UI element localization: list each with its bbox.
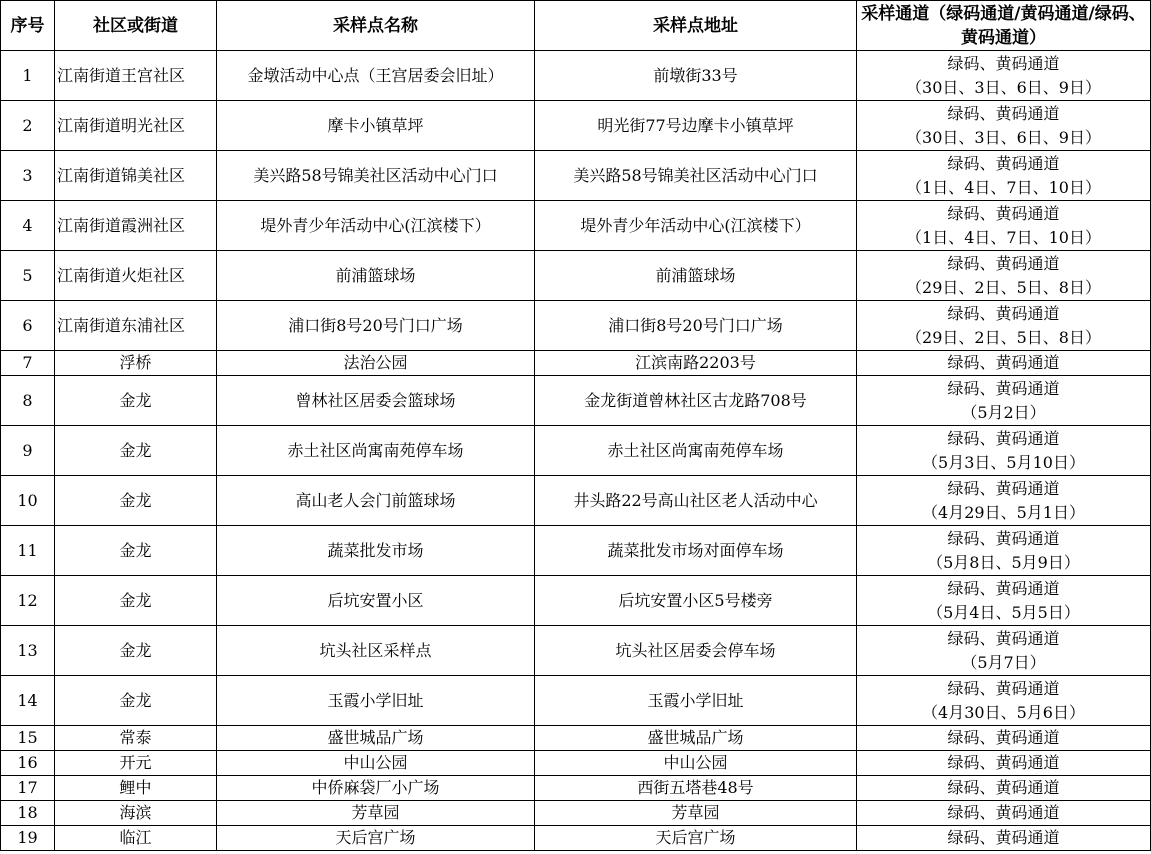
header-index: 序号 xyxy=(1,1,55,51)
cell-site-address: 坑头社区居委会停车场 xyxy=(535,626,857,676)
channel-type: 绿码、黄码通道 xyxy=(947,478,1060,498)
cell-index: 10 xyxy=(1,476,55,526)
cell-channel xyxy=(857,776,1151,801)
cell-site-address: 蔬菜批发市场对面停车场 xyxy=(535,526,857,576)
channel-type: 绿码、黄码通道 xyxy=(947,153,1060,173)
cell-channel xyxy=(857,626,1151,676)
cell-community: 开元 xyxy=(55,751,217,776)
cell-site-address: 金龙街道曾林社区古龙路708号 xyxy=(535,376,857,426)
cell-site-name: 玉霞小学旧址 xyxy=(217,676,535,726)
cell-channel xyxy=(857,726,1151,751)
channel-dates: （30日、3日、6日、9日） xyxy=(906,127,1101,147)
cell-community: 海滨 xyxy=(55,801,217,826)
channel-type: 绿码、黄码通道 xyxy=(947,578,1060,598)
cell-channel xyxy=(857,376,1151,426)
cell-site-address: 前浦篮球场 xyxy=(535,251,857,301)
channel-type: 绿码、黄码通道 xyxy=(947,378,1060,398)
table-row xyxy=(1,526,1151,576)
cell-channel xyxy=(857,251,1151,301)
cell-channel xyxy=(857,526,1151,576)
header-channel: 采样通道（绿码通道/黄码通道/绿码、黄码通道） xyxy=(857,1,1151,51)
channel-dates: （5月3日、5月10日） xyxy=(922,452,1085,472)
table-row xyxy=(1,351,1151,376)
cell-index: 4 xyxy=(1,201,55,251)
table-row xyxy=(1,801,1151,826)
cell-site-name: 盛世城品广场 xyxy=(217,726,535,751)
cell-channel xyxy=(857,751,1151,776)
channel-dates: （5月2日） xyxy=(961,402,1046,422)
cell-site-name: 芳草园 xyxy=(217,801,535,826)
table-row xyxy=(1,426,1151,476)
channel-type: 绿码、黄码通道 xyxy=(947,353,1060,372)
cell-site-name: 天后宫广场 xyxy=(217,826,535,851)
cell-index: 17 xyxy=(1,776,55,801)
channel-type: 绿码、黄码通道 xyxy=(947,303,1060,323)
cell-index: 1 xyxy=(1,51,55,101)
cell-site-address: 天后宫广场 xyxy=(535,826,857,851)
cell-channel xyxy=(857,201,1151,251)
table-row xyxy=(1,751,1151,776)
table-row xyxy=(1,51,1151,101)
table-row xyxy=(1,151,1151,201)
channel-dates: （29日、2日、5日、8日） xyxy=(906,327,1101,347)
cell-channel xyxy=(857,151,1151,201)
header-site-name: 采样点名称 xyxy=(217,1,535,51)
table-row xyxy=(1,826,1151,851)
cell-site-address: 盛世城品广场 xyxy=(535,726,857,751)
cell-site-name: 堤外青少年活动中心(江滨楼下） xyxy=(217,201,535,251)
cell-index: 2 xyxy=(1,101,55,151)
table-row xyxy=(1,101,1151,151)
cell-site-name: 前浦篮球场 xyxy=(217,251,535,301)
cell-channel xyxy=(857,826,1151,851)
cell-community: 金龙 xyxy=(55,676,217,726)
cell-site-name: 赤土社区尚寓南苑停车场 xyxy=(217,426,535,476)
cell-site-address: 美兴路58号锦美社区活动中心门口 xyxy=(535,151,857,201)
cell-index: 15 xyxy=(1,726,55,751)
table-row xyxy=(1,201,1151,251)
channel-type: 绿码、黄码通道 xyxy=(947,253,1060,273)
cell-site-name: 坑头社区采样点 xyxy=(217,626,535,676)
cell-community: 江南街道明光社区 xyxy=(55,101,217,151)
cell-community: 浮桥 xyxy=(55,351,217,376)
cell-community: 金龙 xyxy=(55,576,217,626)
cell-index: 14 xyxy=(1,676,55,726)
header-community: 社区或街道 xyxy=(55,1,217,51)
cell-site-address: 玉霞小学旧址 xyxy=(535,676,857,726)
table-row xyxy=(1,476,1151,526)
cell-index: 3 xyxy=(1,151,55,201)
cell-index: 7 xyxy=(1,351,55,376)
cell-channel xyxy=(857,476,1151,526)
cell-site-name: 美兴路58号锦美社区活动中心门口 xyxy=(217,151,535,201)
table-row xyxy=(1,576,1151,626)
channel-dates: （4月30日、5月6日） xyxy=(922,702,1085,722)
channel-type: 绿码、黄码通道 xyxy=(947,628,1060,648)
cell-community: 金龙 xyxy=(55,426,217,476)
cell-index: 13 xyxy=(1,626,55,676)
cell-channel xyxy=(857,426,1151,476)
cell-site-address: 西街五塔巷48号 xyxy=(535,776,857,801)
channel-type: 绿码、黄码通道 xyxy=(947,203,1060,223)
cell-site-address: 赤土社区尚寓南苑停车场 xyxy=(535,426,857,476)
header-row xyxy=(1,1,1151,51)
table-row xyxy=(1,301,1151,351)
cell-community: 金龙 xyxy=(55,626,217,676)
cell-channel xyxy=(857,801,1151,826)
cell-channel xyxy=(857,51,1151,101)
channel-type: 绿码、黄码通道 xyxy=(947,428,1060,448)
channel-type: 绿码、黄码通道 xyxy=(947,803,1060,822)
channel-dates: （1日、4日、7日、10日） xyxy=(906,227,1101,247)
cell-index: 11 xyxy=(1,526,55,576)
channel-type: 绿码、黄码通道 xyxy=(947,528,1060,548)
cell-index: 8 xyxy=(1,376,55,426)
channel-type: 绿码、黄码通道 xyxy=(947,753,1060,772)
table-row xyxy=(1,376,1151,426)
cell-channel xyxy=(857,576,1151,626)
channel-type: 绿码、黄码通道 xyxy=(947,53,1060,73)
cell-site-address: 浦口街8号20号门口广场 xyxy=(535,301,857,351)
cell-site-address: 明光街77号边摩卡小镇草坪 xyxy=(535,101,857,151)
cell-site-name: 高山老人会门前篮球场 xyxy=(217,476,535,526)
cell-index: 18 xyxy=(1,801,55,826)
channel-dates: （5月7日） xyxy=(961,652,1046,672)
cell-community: 临江 xyxy=(55,826,217,851)
channel-dates: （1日、4日、7日、10日） xyxy=(906,177,1101,197)
channel-type: 绿码、黄码通道 xyxy=(947,103,1060,123)
cell-site-address: 中山公园 xyxy=(535,751,857,776)
channel-dates: （5月4日、5月5日） xyxy=(927,602,1080,622)
cell-site-name: 后坑安置小区 xyxy=(217,576,535,626)
cell-site-name: 中山公园 xyxy=(217,751,535,776)
cell-community: 江南街道霞洲社区 xyxy=(55,201,217,251)
cell-community: 金龙 xyxy=(55,376,217,426)
channel-dates: （30日、3日、6日、9日） xyxy=(906,77,1101,97)
cell-index: 9 xyxy=(1,426,55,476)
cell-community: 金龙 xyxy=(55,526,217,576)
cell-community: 江南街道东浦社区 xyxy=(55,301,217,351)
cell-site-name: 浦口街8号20号门口广场 xyxy=(217,301,535,351)
cell-site-name: 法治公园 xyxy=(217,351,535,376)
channel-type: 绿码、黄码通道 xyxy=(947,728,1060,747)
cell-channel xyxy=(857,351,1151,376)
channel-type: 绿码、黄码通道 xyxy=(947,678,1060,698)
cell-site-address: 江滨南路2203号 xyxy=(535,351,857,376)
cell-community: 江南街道锦美社区 xyxy=(55,151,217,201)
table-row xyxy=(1,251,1151,301)
cell-index: 5 xyxy=(1,251,55,301)
cell-site-name: 中侨麻袋厂小广场 xyxy=(217,776,535,801)
table-body xyxy=(1,51,1151,851)
cell-index: 19 xyxy=(1,826,55,851)
cell-community: 鲤中 xyxy=(55,776,217,801)
table-row xyxy=(1,626,1151,676)
cell-index: 16 xyxy=(1,751,55,776)
table-row xyxy=(1,776,1151,801)
cell-channel xyxy=(857,101,1151,151)
cell-channel xyxy=(857,301,1151,351)
table-row xyxy=(1,676,1151,726)
header-site-address: 采样点地址 xyxy=(535,1,857,51)
cell-site-address: 芳草园 xyxy=(535,801,857,826)
cell-site-address: 后坑安置小区5号楼旁 xyxy=(535,576,857,626)
channel-type: 绿码、黄码通道 xyxy=(947,778,1060,797)
cell-community: 江南街道火炬社区 xyxy=(55,251,217,301)
cell-index: 12 xyxy=(1,576,55,626)
cell-site-address: 井头路22号高山社区老人活动中心 xyxy=(535,476,857,526)
channel-dates: （4月29日、5月1日） xyxy=(922,502,1085,522)
channel-dates: （29日、2日、5日、8日） xyxy=(906,277,1101,297)
cell-site-name: 蔬菜批发市场 xyxy=(217,526,535,576)
cell-channel xyxy=(857,676,1151,726)
table-row xyxy=(1,726,1151,751)
cell-community: 常泰 xyxy=(55,726,217,751)
cell-site-address: 前墩街33号 xyxy=(535,51,857,101)
cell-site-name: 曾林社区居委会篮球场 xyxy=(217,376,535,426)
cell-community: 江南街道王宫社区 xyxy=(55,51,217,101)
cell-index: 6 xyxy=(1,301,55,351)
channel-type: 绿码、黄码通道 xyxy=(947,828,1060,847)
cell-site-name: 金墩活动中心点（王宫居委会旧址） xyxy=(217,51,535,101)
cell-site-name: 摩卡小镇草坪 xyxy=(217,101,535,151)
cell-community: 金龙 xyxy=(55,476,217,526)
cell-site-address: 堤外青少年活动中心(江滨楼下） xyxy=(535,201,857,251)
channel-dates: （5月8日、5月9日） xyxy=(927,552,1080,572)
